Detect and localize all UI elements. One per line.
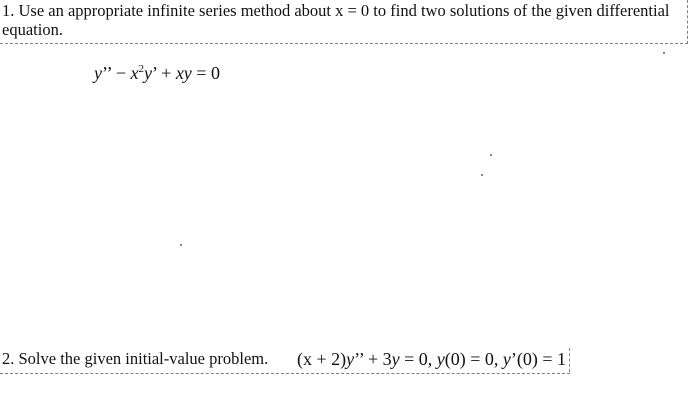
- eq-xy: xy: [175, 63, 192, 83]
- eq-exponent: 2: [138, 63, 144, 75]
- ivp-part5: ’(0) = 1: [510, 349, 567, 369]
- ivp-part4: (0) = 0,: [444, 349, 503, 369]
- ivp-y4: y: [502, 349, 511, 369]
- eq-plus: +: [156, 63, 176, 83]
- eq-prime2: ’: [151, 63, 157, 83]
- problem-2-block: [0, 348, 570, 374]
- stray-dot: [490, 154, 492, 156]
- eq-x: x: [130, 63, 139, 83]
- eq-minus: −: [111, 63, 131, 83]
- ivp-y2: y: [391, 349, 400, 369]
- problem-1-text-line2: equation.: [2, 20, 63, 39]
- problem-2-right-border: [569, 348, 570, 372]
- stray-dot: [481, 174, 483, 176]
- stray-dot: [663, 52, 665, 54]
- problem-1-block: [0, 0, 688, 44]
- ivp-part3: = 0,: [399, 349, 437, 369]
- eq-primes1: ’’: [102, 63, 112, 83]
- ivp-part2: + 3: [363, 349, 392, 369]
- initial-value-problem: [297, 348, 566, 370]
- eq-y2: y: [143, 63, 152, 83]
- eq-y1: y: [94, 63, 102, 83]
- problem-1-text-line1: 1. Use an appropriate infinite series method about x = 0 to find two solutions of the given differential: [2, 1, 670, 20]
- eq-equals-zero: = 0: [191, 63, 220, 83]
- problem-2-text: 2. Solve the given initial-value problem.: [2, 349, 269, 368]
- differential-equation: [94, 62, 220, 84]
- ivp-y1: y: [346, 349, 355, 369]
- ivp-primes: ’’: [354, 349, 364, 369]
- ivp-y3: y: [436, 349, 445, 369]
- ivp-part1: (x + 2): [297, 349, 347, 369]
- stray-dot: [180, 244, 182, 246]
